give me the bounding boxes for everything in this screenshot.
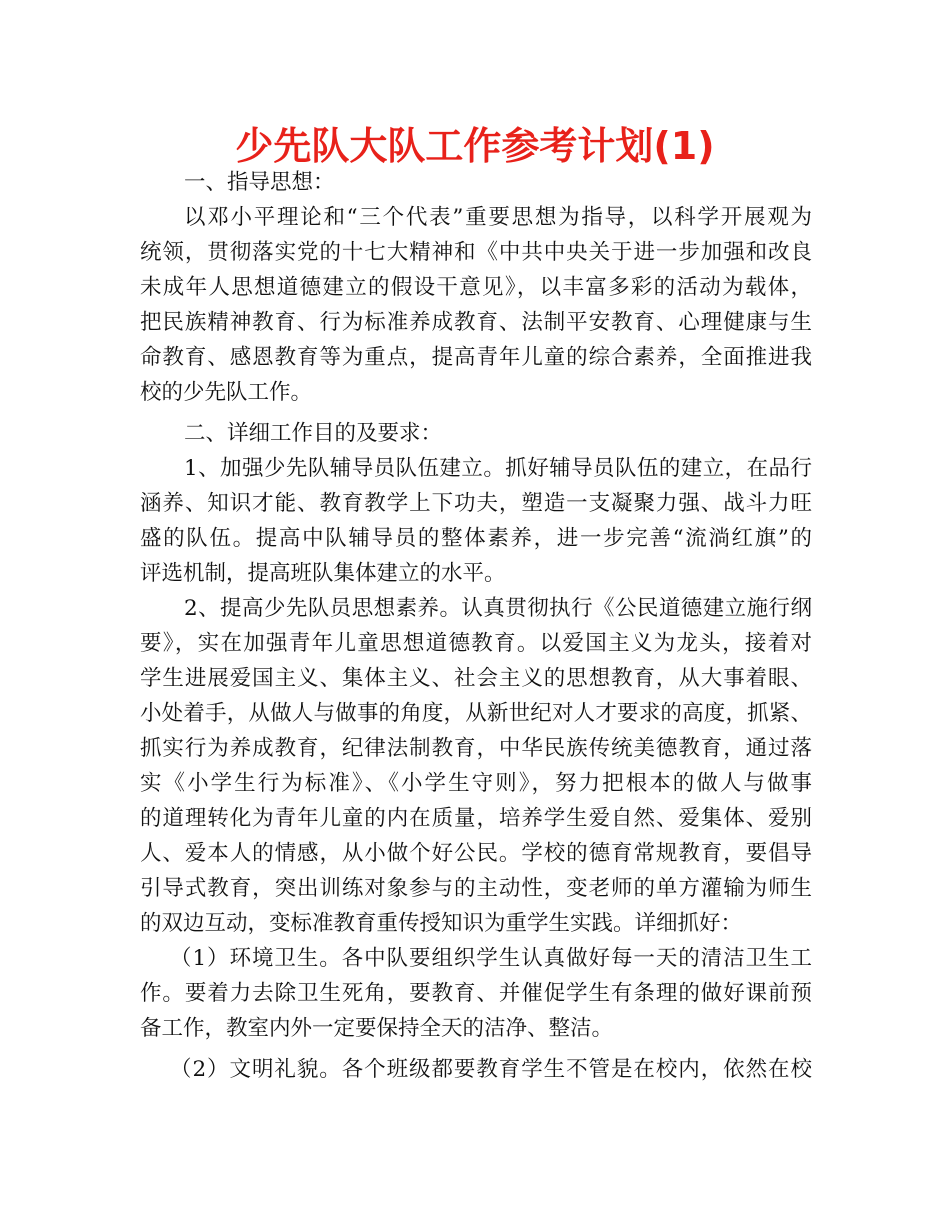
paragraph-line: 二、详细工作目的及要求：	[184, 421, 443, 446]
paragraph-line: 盛的队伍。提高中队辅导员的整体素养，进一步完善“流淌红旗”的	[140, 526, 812, 551]
paragraph-line: 涵养、知识才能、教育教学上下功夫，塑造一支凝聚力强、战斗力旺	[140, 491, 812, 516]
paragraph-line: 学生进展爱国主义、集体主义、社会主义的思想教育，从大事着眼、	[140, 666, 812, 691]
document-title: 少先队大队工作参考计划(1)	[235, 124, 715, 168]
paragraph-line: 统领，贯彻落实党的十七大精神和《中共中央关于进一步加强和改良	[140, 240, 812, 265]
paragraph-line: 2、提高少先队员思想素养。认真贯彻执行《公民道德建立施行纲	[184, 596, 812, 621]
paragraph-line: 引导式教育，突出训练对象参与的主动性，变老师的单方灌输为师生	[140, 876, 812, 901]
paragraph-line: 要》，实在加强青年儿童思想道德教育。以爱国主义为龙头，接着对	[140, 631, 812, 656]
paragraph-line: 一、指导思想：	[184, 170, 335, 195]
paragraph-line: （1）环境卫生。各中队要组织学生认真做好每一天的清洁卫生工	[170, 946, 812, 971]
paragraph-line: 的双边互动，变标准教育重传授知识为重学生实践。详细抓好：	[140, 911, 743, 936]
paragraph-line: 人、爱本人的情感，从小做个好公民。学校的德育常规教育，要倡导	[140, 841, 812, 866]
paragraph-line: 作。要着力去除卫生死角，要教育、并催促学生有条理的做好课前预	[140, 981, 812, 1006]
paragraph-line: 把民族精神教育、行为标准养成教育、法制平安教育、心理健康与生	[140, 310, 812, 335]
paragraph-line: 备工作，教室内外一定要保持全天的洁净、整洁。	[140, 1016, 614, 1041]
paragraph-line: 实《小学生行为标准》、《小学生守则》，努力把根本的做人与做事	[140, 771, 812, 796]
paragraph-line: 抓实行为养成教育，纪律法制教育，中华民族传统美德教育，通过落	[140, 736, 812, 761]
paragraph-line: 命教育、感恩教育等为重点，提高青年儿童的综合素养，全面推进我	[140, 345, 812, 370]
document-body	[140, 165, 812, 1087]
paragraph-line: 评选机制，提高班队集体建立的水平。	[140, 561, 506, 586]
paragraph-line: 校的少先队工作。	[140, 380, 313, 405]
paragraph-line: 以邓小平理论和“三个代表”重要思想为指导，以科学开展观为	[184, 205, 812, 230]
paragraph-line: 小处着手，从做人与做事的角度，从新世纪对人才要求的高度，抓紧、	[140, 701, 812, 726]
paragraph-line: （2）文明礼貌。各个班级都要教育学生不管是在校内，依然在校	[170, 1057, 812, 1082]
paragraph-line: 的道理转化为青年儿童的内在质量，培养学生爱自然、爱集体、爱别	[140, 806, 812, 831]
paragraph-line: 未成年人思想道德建立的假设干意见》，以丰富多彩的活动为载体，	[140, 275, 812, 300]
paragraph-line: 1、加强少先队辅导员队伍建立。抓好辅导员队伍的建立，在品行	[184, 456, 812, 481]
